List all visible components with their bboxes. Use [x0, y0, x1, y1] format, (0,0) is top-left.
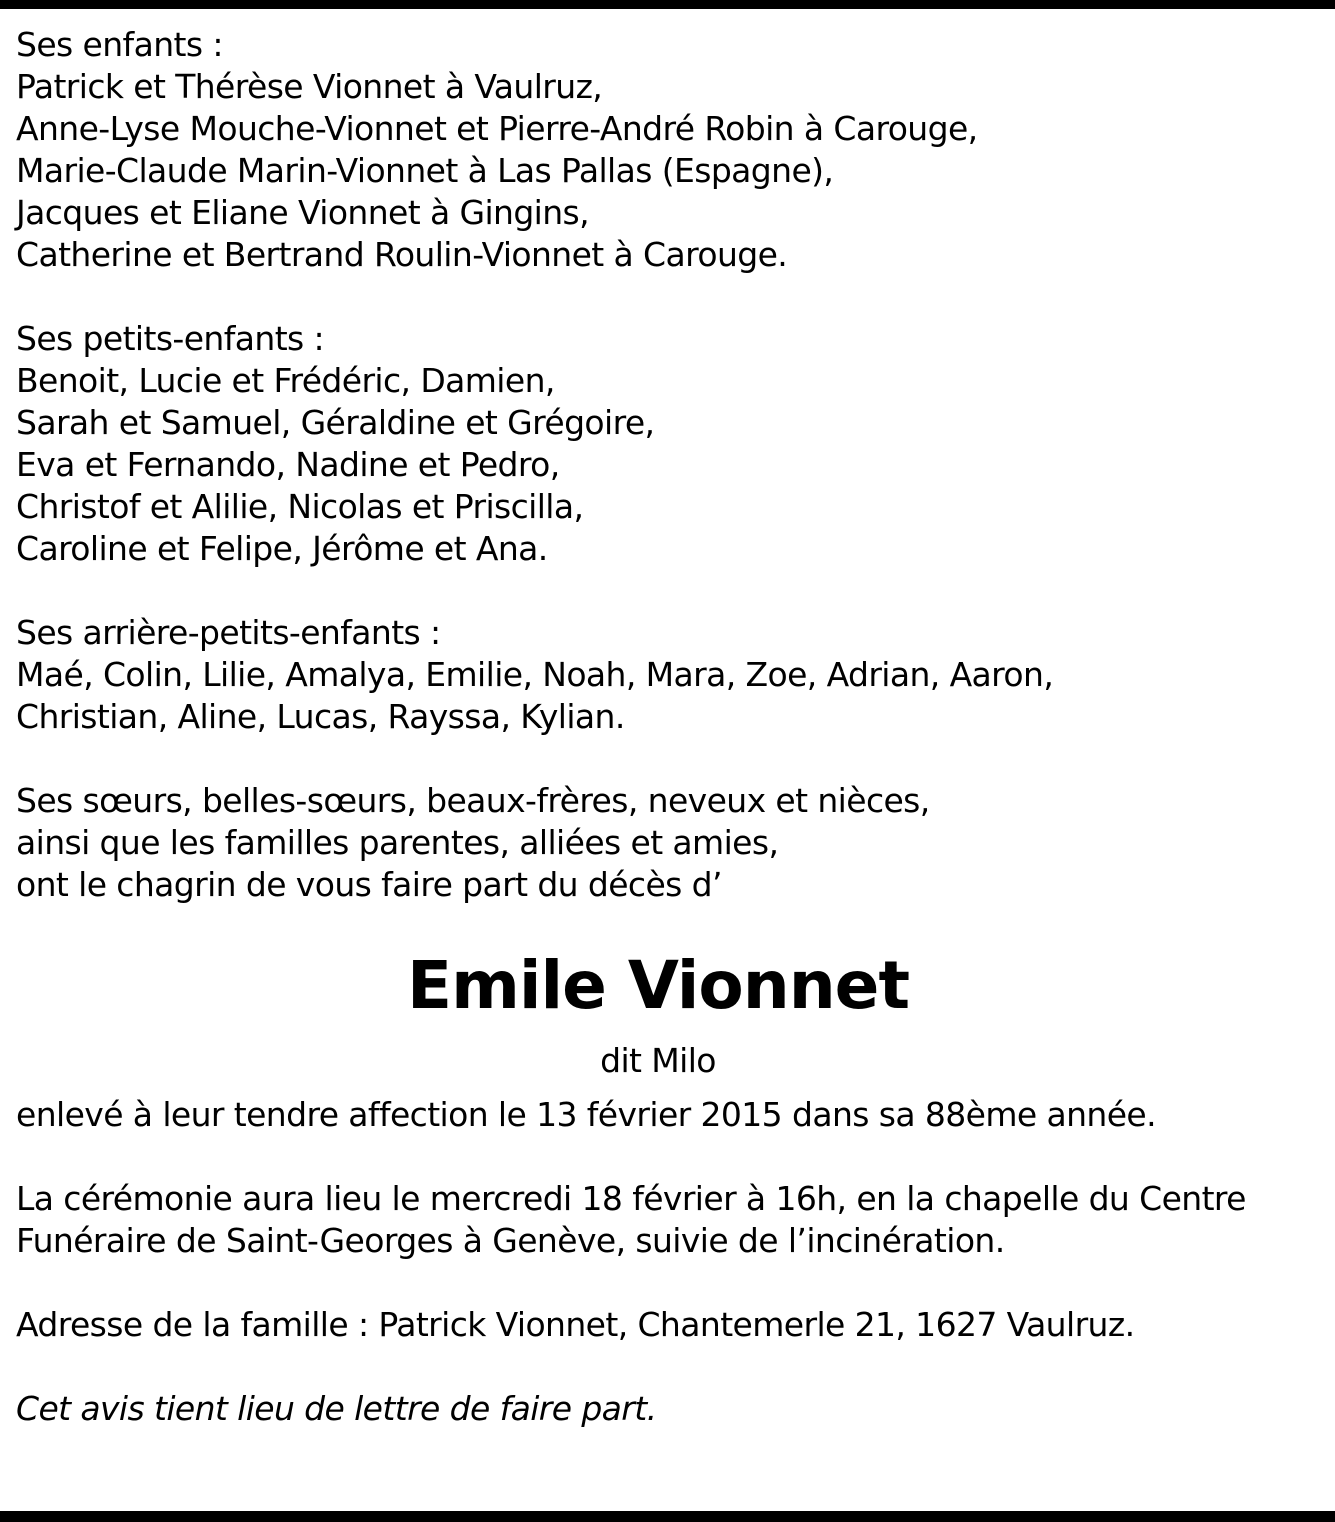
grandchildren-line: Christof et Alilie, Nicolas et Priscilla,: [16, 487, 584, 526]
death-statement: enlevé à leur tendre affection le 13 février 2015 dans sa 88ème année.: [16, 1095, 1157, 1134]
ceremony-line: Funéraire de Saint-Georges à Genève, suivie de l’incinération.: [16, 1221, 1005, 1260]
grandchildren-line: Benoit, Lucie et Frédéric, Damien,: [16, 361, 555, 400]
grandchildren-line: Eva et Fernando, Nadine et Pedro,: [16, 445, 560, 484]
great-grandchildren-line: Christian, Aline, Lucas, Rayssa, Kylian.: [16, 697, 625, 736]
grandchildren-heading: Ses petits-enfants :: [16, 319, 325, 358]
children-line: Anne-Lyse Mouche-Vionnet et Pierre-André Robin à Carouge,: [16, 109, 978, 148]
ceremony-line: La cérémonie aura lieu le mercredi 18 février à 16h, en la chapelle du Centre: [16, 1179, 1246, 1218]
extended-family-section: [16, 780, 1316, 906]
great-grandchildren-line: Maé, Colin, Lilie, Amalya, Emilie, Noah, Mara, Zoe, Adrian, Aaron,: [16, 655, 1054, 694]
spacer: [16, 1262, 1316, 1304]
address-section: [16, 1304, 1316, 1346]
ceremony-section: [16, 1178, 1316, 1262]
closing-note: Cet avis tient lieu de lettre de faire part.: [16, 1389, 657, 1428]
extended-family-line: ainsi que les familles parentes, alliées et amies,: [16, 823, 779, 862]
family-address: Adresse de la famille : Patrick Vionnet, Chantemerle 21, 1627 Vaulruz.: [16, 1305, 1135, 1344]
great-grandchildren-heading: Ses arrière-petits-enfants :: [16, 613, 441, 652]
spacer: [16, 1136, 1316, 1178]
children-line: Patrick et Thérèse Vionnet à Vaulruz,: [16, 67, 603, 106]
deceased-nickname: dit Milo: [600, 1041, 716, 1080]
death-notice: [16, 24, 1316, 1430]
bottom-border-rule: [0, 1511, 1335, 1522]
spacer: [16, 738, 1316, 780]
deceased-name: Emile Vionnet: [406, 947, 909, 1024]
top-border-rule: [0, 0, 1335, 9]
children-line: Catherine et Bertrand Roulin-Vionnet à Carouge.: [16, 235, 788, 274]
extended-family-line: Ses sœurs, belles-sœurs, beaux-frères, neveux et nièces,: [16, 781, 930, 820]
extended-family-line: ont le chagrin de vous faire part du décès d’: [16, 865, 722, 904]
children-line: Jacques et Eliane Vionnet à Gingins,: [16, 193, 590, 232]
children-heading: Ses enfants :: [16, 25, 223, 64]
children-line: Marie-Claude Marin-Vionnet à Las Pallas (Espagne),: [16, 151, 834, 190]
closing-section: [16, 1388, 1316, 1430]
spacer: [16, 1346, 1316, 1388]
grandchildren-section: [16, 318, 1316, 570]
great-grandchildren-section: [16, 612, 1316, 738]
children-section: [16, 24, 1316, 276]
spacer: [16, 570, 1316, 612]
spacer: [16, 276, 1316, 318]
grandchildren-line: Caroline et Felipe, Jérôme et Ana.: [16, 529, 548, 568]
grandchildren-line: Sarah et Samuel, Géraldine et Grégoire,: [16, 403, 655, 442]
death-statement-section: [16, 1094, 1316, 1136]
